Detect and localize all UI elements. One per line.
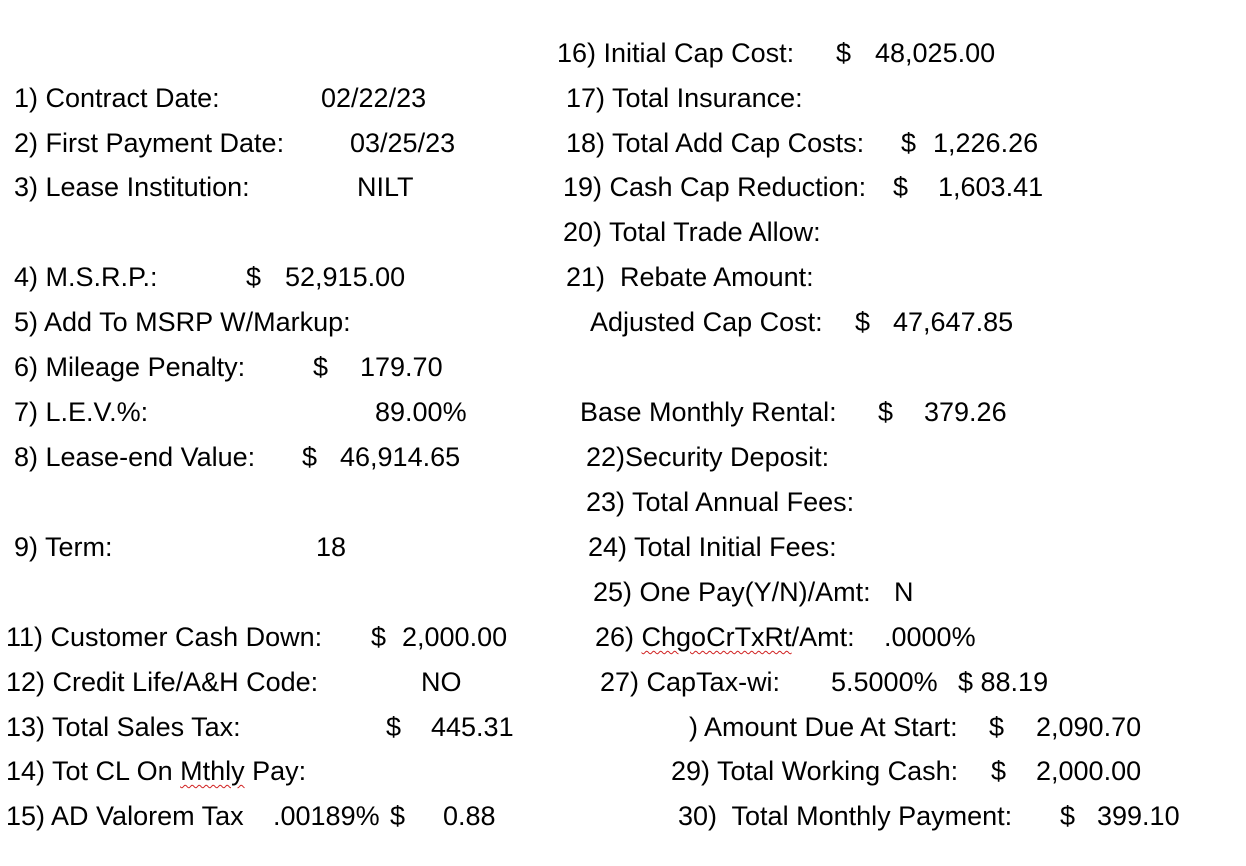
cash-cap-reduction-value: 1,603.41 — [938, 172, 1044, 202]
base-monthly-rental-currency: $ — [878, 397, 894, 427]
total-working-cash-value: 2,000.00 — [1036, 756, 1142, 786]
total-trade-allow-label: 20) Total Trade Allow: — [563, 217, 821, 247]
lease-institution-value: NILT — [357, 172, 414, 202]
initial-cap-cost-label: 16) Initial Cap Cost: — [557, 38, 795, 68]
contract-date-value: 02/22/23 — [321, 83, 427, 113]
mileage-penalty-label: 6) Mileage Penalty: — [14, 352, 246, 382]
one-pay-label: 25) One Pay(Y/N)/Amt: — [593, 577, 871, 607]
cash-cap-reduction-label: 19) Cash Cap Reduction: — [563, 172, 867, 202]
chgo-prefix: 26) — [595, 622, 642, 652]
total-insurance-label: 17) Total Insurance: — [566, 83, 803, 113]
cap-tax-label: 27) CapTax-wi: — [600, 667, 781, 697]
total-working-cash-label: 29) Total Working Cash: — [671, 756, 959, 786]
total-monthly-payment-value: 399.10 — [1097, 801, 1180, 831]
term-label: 9) Term: — [14, 532, 113, 562]
amount-due-at-start-currency: $ — [989, 712, 1005, 742]
lev-percent-label: 7) L.E.V.%: — [14, 397, 149, 427]
one-pay-value: N — [894, 577, 914, 607]
total-sales-tax-label: 13) Total Sales Tax: — [6, 712, 241, 742]
lev-percent-value: 89.00% — [375, 397, 467, 427]
adjusted-cap-cost-label: Adjusted Cap Cost: — [590, 307, 823, 337]
total-monthly-payment-currency: $ — [1060, 801, 1076, 831]
tot-cl-monthly-pay-label — [6, 755, 306, 787]
total-sales-tax-currency: $ — [386, 712, 402, 742]
cap-tax-amount: $ 88.19 — [958, 667, 1049, 697]
mileage-penalty-currency: $ — [313, 352, 329, 382]
cash-cap-reduction-currency: $ — [893, 172, 909, 202]
tot-cl-misspelled-word: Mthly — [180, 756, 245, 786]
term-value: 18 — [316, 532, 347, 562]
first-payment-date-label: 2) First Payment Date: — [14, 128, 285, 158]
credit-life-label: 12) Credit Life/A&H Code: — [6, 667, 319, 697]
chgo-suffix: /Amt: — [791, 622, 855, 652]
lease-institution-label: 3) Lease Institution: — [14, 172, 250, 202]
lease-end-value: 46,914.65 — [340, 442, 461, 472]
ad-valorem-tax-label: 15) AD Valorem Tax — [6, 801, 244, 831]
initial-cap-cost-currency: $ — [836, 38, 852, 68]
adjusted-cap-cost-currency: $ — [855, 307, 871, 337]
amount-due-at-start-label: ) Amount Due At Start: — [689, 712, 958, 742]
rebate-amount-label: 21) Rebate Amount: — [566, 262, 814, 292]
tot-cl-suffix: Pay: — [244, 756, 307, 786]
customer-cash-down-label: 11) Customer Cash Down: — [6, 622, 323, 652]
ad-valorem-tax-rate: .00189% — [273, 801, 380, 831]
msrp-label: 4) M.S.R.P.: — [14, 262, 158, 292]
ad-valorem-tax-value: 0.88 — [443, 801, 496, 831]
lease-end-value-label: 8) Lease-end Value: — [14, 442, 256, 472]
customer-cash-down-value: 2,000.00 — [402, 622, 508, 652]
base-monthly-rental-value: 379.26 — [924, 397, 1007, 427]
initial-cap-cost-value: 48,025.00 — [875, 38, 996, 68]
mileage-penalty-value: 179.70 — [360, 352, 443, 382]
chgo-cr-tx-rt-value: .0000% — [884, 622, 976, 652]
ad-valorem-tax-currency: $ — [390, 801, 406, 831]
lease-end-currency: $ — [302, 442, 318, 472]
msrp-value: 52,915.00 — [285, 262, 406, 292]
contract-date-label: 1) Contract Date: — [14, 83, 220, 113]
base-monthly-rental-label: Base Monthly Rental: — [580, 397, 837, 427]
amount-due-at-start-value: 2,090.70 — [1036, 712, 1142, 742]
total-monthly-payment-label: 30) Total Monthly Payment: — [678, 801, 1013, 831]
chgo-cr-tx-rt-label — [595, 621, 855, 653]
total-add-cap-costs-label: 18) Total Add Cap Costs: — [566, 128, 865, 158]
total-sales-tax-value: 445.31 — [431, 712, 514, 742]
tot-cl-prefix: 14) Tot CL On — [6, 756, 181, 786]
total-initial-fees-label: 24) Total Initial Fees: — [588, 532, 837, 562]
total-add-cap-costs-value: 1,226.26 — [933, 128, 1039, 158]
security-deposit-label: 22)Security Deposit: — [586, 442, 830, 472]
total-annual-fees-label: 23) Total Annual Fees: — [586, 487, 855, 517]
adjusted-cap-cost-value: 47,647.85 — [893, 307, 1014, 337]
customer-cash-down-currency: $ — [371, 622, 387, 652]
chgo-misspelled-word: ChgoCrTxRt — [641, 622, 792, 652]
add-to-msrp-label: 5) Add To MSRP W/Markup: — [14, 307, 351, 337]
total-add-cap-costs-currency: $ — [901, 128, 917, 158]
cap-tax-rate: 5.5000% — [831, 667, 938, 697]
first-payment-date-value: 03/25/23 — [350, 128, 456, 158]
credit-life-value: NO — [421, 667, 462, 697]
msrp-currency: $ — [246, 262, 262, 292]
total-working-cash-currency: $ — [991, 756, 1007, 786]
